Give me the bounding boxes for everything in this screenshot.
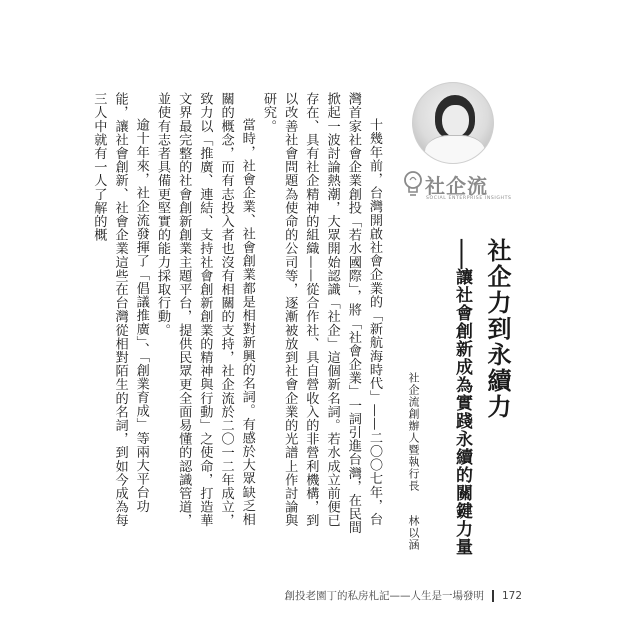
article-subtitle: ——讓社會創新成為實踐永續的關鍵力量 [452,238,472,556]
author-byline [406,372,420,551]
author-role: 社企流創辦人暨執行長 [407,372,420,492]
body-paragraph-3: 逾十年來，社企流發揮了「倡議推廣」、「創業育成」等兩大平台功能，讓社會創新、社會企業這些在台灣從相對陌生的名詞，到如今成為每三人中就有一人了解的概 [91,92,149,528]
footer-divider [492,590,494,602]
logo-name: 社企流 [425,174,488,198]
author-photo [412,82,494,164]
body-paragraph-2: 當時，社會企業、社會創業都是相對新興的名詞。有感於大眾缺乏相關的概念，而有志投入者也沒有相關的支持，社企流於二〇一二年成立，致力以「推廣、連結、支持社會創新創業的精神與行動」之使命，打造華文界最完整的社會創新創業主題平台，提供民眾更全面易懂的認識管道，並使有志者具備更堅實的能力採取行動。 [154,92,255,528]
book-title: 創投老園丁的私房札記——人生是一場發明 [284,590,484,602]
article-title: 社企力到永續力 [483,238,512,420]
page-footer [284,588,522,603]
page-number: 172 [501,589,522,602]
author-name: 林以涵 [407,514,420,551]
lightbulb-icon [403,170,423,200]
body-paragraph-1: 十幾年前，台灣開啟社會企業的「新航海時代」——二〇〇七年，台灣首家社會企業創投「若水國際」，將「社會企業」一詞引進台灣，在民間掀起一波討論熱潮，大眾開始認識「社企」這個新名詞。若水成立前便已存在、具有社企精神的組織——從合作社、具自營收入的非營利機構，到以改善社會問題為使命的公司等，逐漸被放到社會企業的光譜上作討論與研究。 [260,92,382,535]
article-body [45,92,385,537]
organization-logo [403,168,513,208]
subtitle-text: 讓社會創新成為實踐永續的關鍵力量 [452,268,472,556]
logo-tagline: SOCIAL ENTERPRISE INSIGHTS [426,196,512,201]
